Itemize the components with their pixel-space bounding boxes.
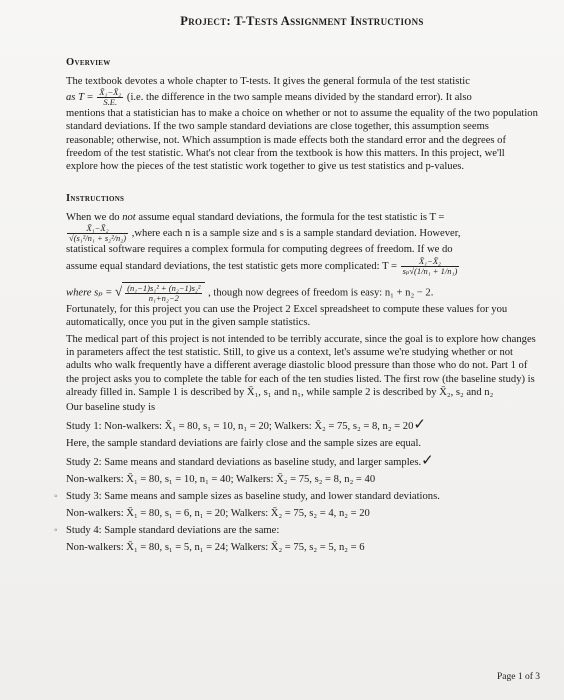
- overview-after-fraction: (i.e. the difference in the two sample means divided by the standard error). It also: [126, 92, 472, 104]
- study2-values: Non-walkers: X̄₁ = 80, s₁ = 10, n₁ = 40; Walkers: X̄₂ = 75, s₂ = 8, n₂ = 40: [66, 474, 376, 486]
- t-formula-fraction: [97, 88, 123, 107]
- as-T-text: as T =: [66, 92, 94, 104]
- equal-t-numerator: X̄₁−X̄₂: [401, 257, 460, 267]
- study3-text: Study 3: Same means and sample sizes as baseline study, and lower standard deviations.: [66, 491, 440, 503]
- instructions-p3: The medical part of this project is not intended to be terribly accurate, since the goal is to explore how changes in parameters affect the test statistic. Still, to give us a context, let's assume we're studying whether or not adults who walk frequently have a different average diastolic blood pressure than those who do not. Part 1 of the project asks you to complete the table for each of the ten studies listed. The first row (the baseline study) is already filled in. Sample 1 is described by X̄₁, s₁ and n₁, while sample 2 is described by X̄₂, s₂ and n₂: [66, 334, 536, 398]
- study4-values: Non-walkers: X̄₁ = 80, s₁ = 5, n₁ = 24; Walkers: X̄₂ = 75, s₂ = 5, n₂ = 6: [66, 542, 365, 554]
- study2-text: Study 2: Same means and standard deviations as baseline study, and larger samples.: [66, 457, 422, 469]
- pooled-sqrt: [122, 282, 205, 303]
- overview-formula-line: [66, 88, 538, 107]
- checkmark-icon: ✓: [413, 415, 426, 434]
- where-sp-text: where sₚ =: [66, 287, 113, 299]
- instructions-heading: Instructions: [66, 193, 125, 205]
- checkmark-icon: ✓: [421, 451, 434, 470]
- pooled-numerator: (n₁−1)s₁² + (n₂−1)s₂²: [127, 282, 201, 293]
- bullet-marker-icon: ◦: [54, 491, 58, 503]
- study1-text: Study 1: Non-walkers: X̄₁ = 80, s₁ = 10, n₁ = 20; Walkers: X̄₂ = 75, s₂ = 8, n₂ = 20: [66, 421, 414, 433]
- study1-line: [66, 416, 538, 435]
- t-formula-denominator: S.E.: [103, 97, 118, 108]
- p1-text-c: ,where each n is a sample size and s is a sample standard deviation. However,: [131, 228, 461, 240]
- p1-not-emphasis: not: [122, 212, 136, 224]
- study3-line: [54, 488, 538, 505]
- study3-values: Non-walkers: X̄₁ = 80, s₁ = 6, n₁ = 20; Walkers: X̄₂ = 75, s₂ = 4, n₂ = 20: [66, 508, 370, 520]
- unequal-t-numerator: X̄₁−X̄₂: [67, 224, 128, 234]
- unequal-t-denominator: √(s₁²/n₁ + s₂²/n₂): [69, 233, 127, 244]
- instructions-p2: Fortunately, for this project you can use the Project 2 Excel spreadsheet to compute these values for you automatically, once you put in the given sample statistics.: [66, 303, 508, 328]
- instructions-p1: [66, 211, 538, 224]
- t-formula-numerator: X̄₁−X̄₂: [99, 87, 122, 98]
- p1-text-d: statistical software requires a complex formula for computing degrees of freedom. If we do: [66, 244, 453, 256]
- unequal-formula-line: [66, 224, 538, 243]
- overview-line1: The textbook devotes a whole chapter to T-tests. It gives the general formula of the test statistic: [66, 76, 470, 87]
- p1-text-a: When we do: [66, 212, 120, 224]
- p1-text-e: assume equal standard deviations, the test statistic gets more complicated: T =: [66, 260, 397, 272]
- baseline-label: Our baseline study is: [66, 402, 156, 414]
- pooled-fraction: [125, 284, 202, 303]
- study4-text: Study 4: Sample standard deviations are the same:: [66, 525, 280, 537]
- equal-t-fraction: [401, 257, 460, 276]
- page-number: Page 1 of 3: [496, 672, 540, 682]
- pooled-denominator: n₁+n₂−2: [148, 292, 179, 303]
- sqrt-icon: √: [114, 283, 123, 299]
- page-title: Project: T-Tests Assignment Instructions: [180, 14, 424, 28]
- equal-formula-line: [66, 257, 538, 276]
- pooled-sd-line: [66, 282, 538, 303]
- equal-t-denominator: sₚ√(1/n₁ + 1/n₁): [402, 265, 458, 276]
- bullet-marker-icon: ◦: [54, 525, 58, 537]
- study4-line: [54, 522, 538, 539]
- p1-text-b: assume equal standard deviations, the formula for the test statistic is T =: [138, 212, 445, 224]
- study2-line: [66, 452, 538, 471]
- unequal-t-fraction: [67, 224, 128, 243]
- study1-note: Here, the sample standard deviations are fairly close and the sample sizes are equal.: [66, 438, 422, 450]
- overview-rest: mentions that a statistician has to make a choice on whether or not to assume the equality of the two population standard deviations. If the two sample standard deviations are close together, this assumption seems reasonable; otherwise, not. Which assumption is made effects both the standard error and the degrees of freedom of the test statistic. What's not clear from the textbook is how this matters. In this project, we'll explore how the pieces of the test statistic work together to give us test statistics and p-values.: [66, 108, 538, 173]
- df-text: , though now degrees of freedom is easy: n₁ + n₂ − 2.: [208, 287, 434, 299]
- overview-heading: Overview: [66, 57, 111, 68]
